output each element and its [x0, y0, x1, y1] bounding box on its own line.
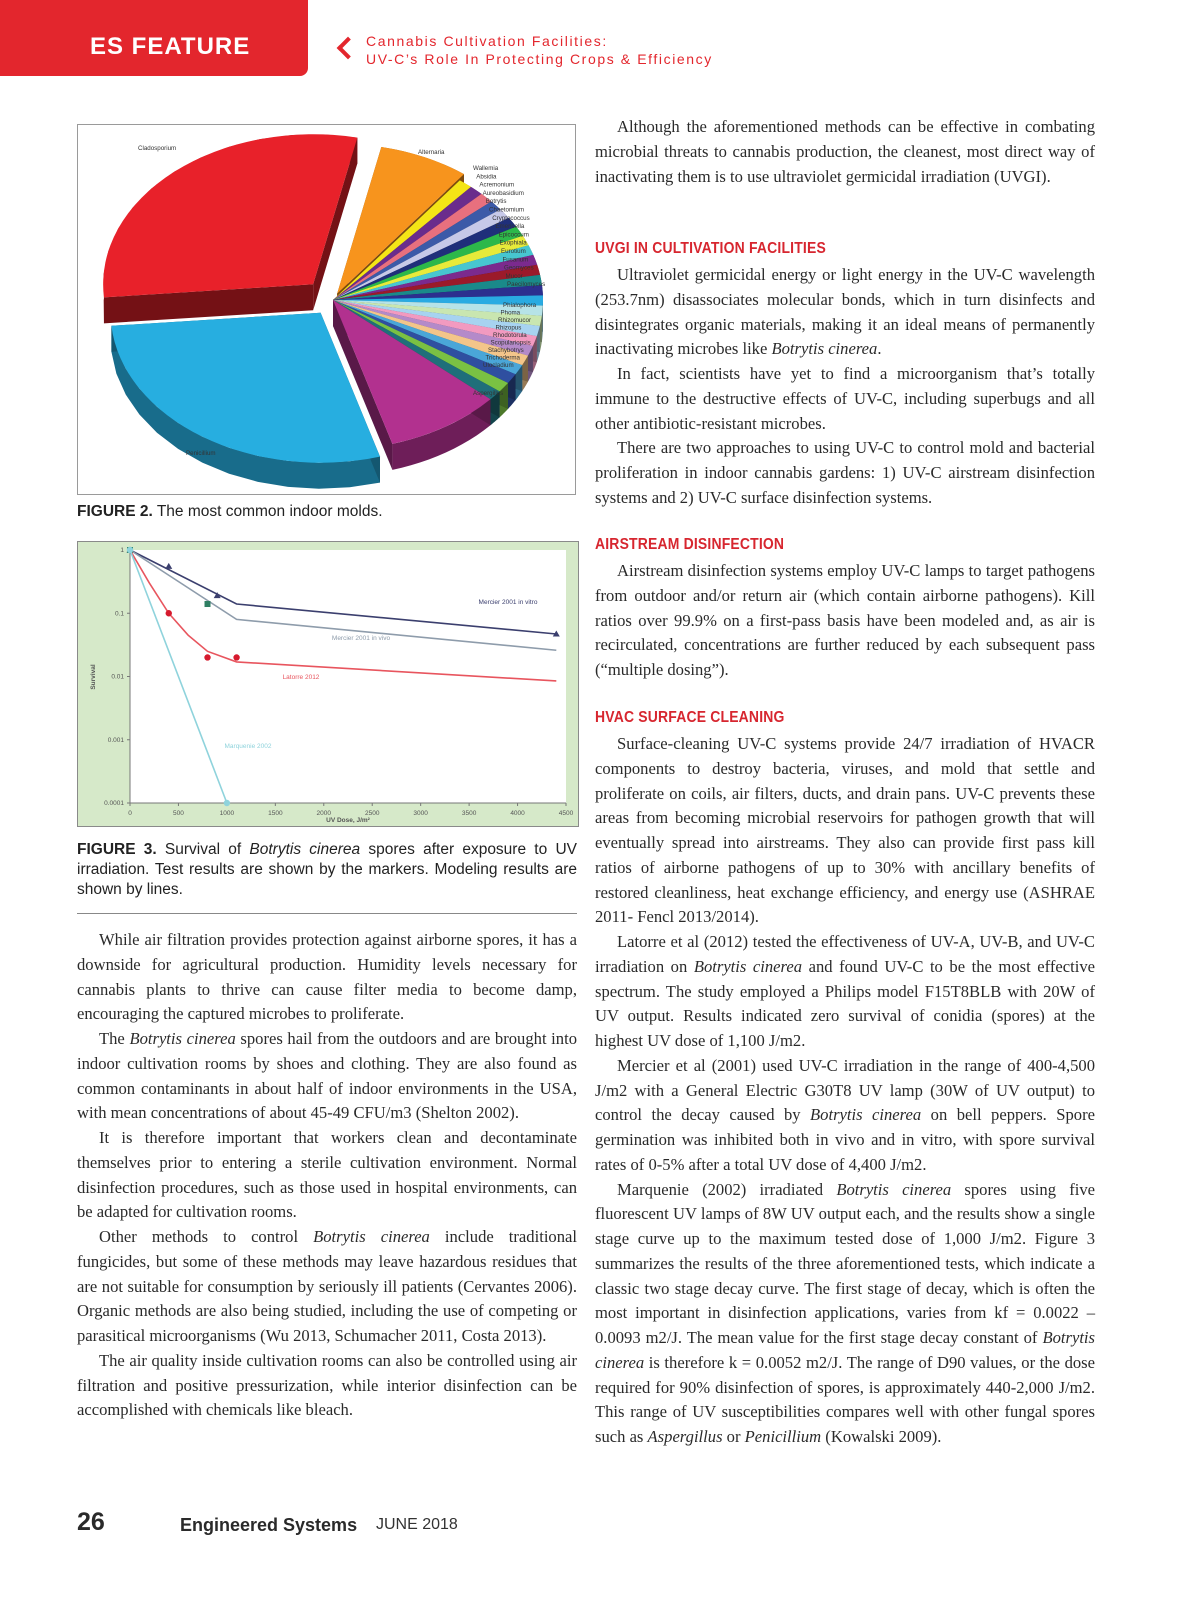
pie-label: Emericella: [495, 223, 525, 231]
italic-term: Penicillium: [744, 1427, 822, 1446]
text-run: Latorre et al (2012) tested the effectiveness of UV-A, UV-B, and UV-C irradiation on: [595, 932, 1095, 976]
text-run: include traditional fungicides, but some of these methods may leave hazardous residues that are not suitable for consumption by seriously ill patients (Cervantes 2006). Organic methods are also being studied, including the use of competing or parasitical microorganisms (Wu 2013, Schumacher 2011, Costa 2013).: [77, 1227, 577, 1345]
paragraph: [595, 263, 1095, 362]
text-run: It is therefore important that workers clean and decontaminate themselves prior to entering a sterile cultivation environment. Normal disinfection procedures, such as those used in hospital environments, can be adapted for cultivation rooms.: [77, 1128, 577, 1222]
x-tick-label: 1000: [219, 810, 235, 817]
data-marker: [224, 800, 230, 806]
issue-date: JUNE 2018: [376, 1516, 458, 1533]
paragraph: [595, 436, 1095, 510]
pie-label: Rhodotorula: [493, 332, 527, 339]
pie-label: Stachybotrys: [488, 347, 524, 354]
series-label: Latorre 2012: [282, 674, 320, 681]
pie-label: Acremonium: [479, 181, 515, 189]
text-run: The air quality inside cultivation rooms can also be controlled using air filtration and positive pressurization, while interior disinfection can be accomplished with chemicals like bleach.: [77, 1350, 577, 1420]
text-run: Ultraviolet germicidal energy or light energy in the UV-C wavelength (253.7nm) disassociates molecular bonds, which in turn disinfects and disintegrates organic materials, making it an ideal means of permanently inactivating microbes like: [595, 265, 1095, 359]
text-run: The: [99, 1029, 130, 1048]
italic-term: Botrytis cinerea: [313, 1227, 430, 1246]
hvac-body: [595, 732, 1095, 1450]
italic-term: Botrytis cinerea: [693, 956, 803, 976]
pie-label: Wallemia: [473, 165, 499, 172]
section-tab: [0, 0, 308, 76]
italic-term: Botrytis cinerea: [836, 1179, 952, 1199]
text-run: spores using five fluorescent UV lamps of 8W UV output each, and the results show a single stage curve up to the maximum tested dose of 1,000 J/m2. Figure 3 summarizes the results of the three aforementioned tests, which indicate a classic two stage decay curve. The first stage of decay, which is often the most important in disinfection applications, varies from kf = 0.0022 – 0.0093 m2/J. The mean value for the first stage decay constant of: [595, 1179, 1095, 1347]
pie-label: Aspergillus: [473, 390, 504, 397]
italic-term: Botrytis cinerea: [771, 339, 878, 359]
text-run: Mercier et al (2001) used UV-C irradiation in the range of 400-4,500 J/m2 with a General Electric G30T8 UV lamp (30W of UV output) to control the decay caused by: [595, 1055, 1095, 1125]
y-tick-label: 0.1: [114, 610, 124, 618]
text-run: While air filtration provides protection against airborne spores, it has a downside for agricultural production. Humidity levels necessary for cannabis plants to thrive can cause filter media to become damp, encouraging the captured microbes to proliferate.: [77, 930, 577, 1024]
plot-area: [130, 550, 566, 803]
pie-label: Rhizopus: [495, 324, 522, 332]
data-marker: [205, 601, 211, 607]
y-tick-label: 1: [120, 547, 124, 554]
italic-term: Botrytis cinerea: [595, 1328, 1095, 1372]
pie-label: Exophiala: [499, 239, 527, 247]
paragraph: [595, 559, 1095, 683]
pie-label: Phialophora: [503, 302, 537, 309]
pie-label: Cladosporium: [138, 145, 177, 152]
series-label: Mercier 2001 in vivo: [331, 635, 391, 642]
divider: [77, 913, 577, 914]
data-marker: [204, 654, 210, 660]
caption-text: spores after exposure to UV irradiation. Test results are shown by the markers. Modeling results are shown by lines.: [77, 841, 577, 898]
series-label: Marquenie 2002: [224, 743, 272, 750]
pie-label: Paecilomyces: [507, 281, 546, 289]
data-marker: [233, 654, 239, 660]
paragraph: [77, 1225, 577, 1349]
italic-term: Botrytis cinerea: [129, 1029, 236, 1048]
figure-3-caption: [77, 840, 577, 900]
line-chart-svg: [78, 542, 578, 826]
text-run: Airstream disinfection systems employ UV-C lamps to target pathogens from outdoor and/or return air (which contain airborne pathogens). Kill ratios over 99.9% on a first-pass basis have been modeled and, as air is recirculated, concentrations are further reduced by each subsequent pass (“multiple dosing”).: [595, 561, 1095, 679]
pie-label: Trichoderma: [485, 354, 520, 362]
section-label: ES FEATURE: [90, 33, 251, 60]
x-tick-label: 4500: [558, 810, 574, 817]
data-marker: [127, 547, 133, 553]
x-tick-label: 2000: [316, 810, 332, 817]
italic-term: Botrytis cinerea: [810, 1105, 922, 1125]
caption-italic: Botrytis cinerea: [249, 841, 361, 858]
pie-label: Ulocladium: [483, 362, 514, 369]
figure-label: FIGURE 3.: [77, 841, 157, 858]
pie-label: Phoma: [500, 309, 521, 317]
paragraph: [595, 1178, 1095, 1450]
y-axis-label: Survival: [90, 664, 97, 690]
paragraph: [595, 362, 1095, 436]
text-run: or: [722, 1427, 745, 1446]
y-tick-label: 0.0001: [104, 800, 124, 807]
pie-label: Cryptococcus: [492, 214, 530, 222]
heading-hvac: HVAC SURFACE CLEANING: [595, 709, 785, 726]
pie-label: Epicoccum: [498, 231, 529, 239]
paragraph: [77, 1027, 577, 1126]
text-run: .: [877, 339, 882, 359]
text-run: Surface-cleaning UV-C systems provide 24/7 irradiation of HVACR components to destroy bacteria, viruses, and mold that settle and proliferate on coils, air filters, ducts, and drain pans. UV-C prevents these areas from becoming microbial reservoirs for pathogen growth that will eventually spread into airstreams. They also can provide first pass kill ratios of airborne pathogens of up to 30% with ancillary benefits of restored cleanliness, heat exchange efficiency, and energy use (ASHRAE 2011- Fencl 2013/2014).: [595, 734, 1095, 927]
x-tick-label: 3500: [461, 810, 477, 817]
x-tick-label: 1500: [268, 810, 283, 817]
text-run: spores hail from the outdoors and are brought into indoor cultivation rooms by shoes and clothing. They are also found as common contaminants in about half of indoor environments in the USA, with mean concentrations of about 45-49 CFU/m3 (Shelton 2002).: [77, 1029, 577, 1123]
y-tick-label: 0.001: [107, 736, 124, 744]
chevron-left-icon[interactable]: [337, 37, 360, 60]
text-run: In fact, scientists have yet to find a microorganism that’s totally immune to the destructive effects of UV-C, including superbugs and all other antibiotic-resistant microbes.: [595, 364, 1095, 433]
x-tick-label: 2500: [364, 810, 380, 817]
pie-chart-svg: [78, 125, 575, 494]
pie-label: Rhizomucor: [498, 317, 532, 324]
text-run: is therefore k = 0.0052 m2/J. The range of D90 values, or the dose required for 90% disinfection of spores, is approximately 440-2,000 J/m2. This range of UV susceptibilities compares well with other fungal spores such as: [595, 1352, 1095, 1446]
x-axis-label: UV Dose, J/m²: [326, 817, 370, 824]
pie-label: Absidia: [476, 173, 497, 181]
article-breadcrumb[interactable]: [366, 32, 713, 68]
figure-2-pie-chart: [77, 124, 576, 495]
text-run: Marquenie (2002) irradiated: [617, 1179, 837, 1199]
pie-label: Aureobasidium: [482, 189, 524, 197]
magazine-name: Engineered Systems: [180, 1515, 358, 1535]
paragraph: [77, 928, 577, 1027]
pie-label: Alternaria: [418, 149, 445, 156]
x-tick-label: 500: [173, 810, 184, 817]
figure-label: FIGURE 2.: [77, 503, 153, 520]
paragraph: [595, 732, 1095, 930]
text-run: Other methods to control: [99, 1227, 314, 1246]
left-column-body: [77, 928, 577, 1423]
figure-3-line-chart: [77, 541, 579, 827]
x-tick-label: 0: [128, 810, 132, 817]
y-tick-label: 0.01: [111, 673, 124, 681]
pie-label: Penicillium: [186, 450, 216, 457]
text-run: (Kowalski 2009).: [821, 1427, 942, 1446]
intro-body: [595, 115, 1095, 189]
heading-uvgi: UVGI IN CULTIVATION FACILITIES: [595, 240, 826, 257]
breadcrumb-line-2: UV-C’s Role In Protecting Crops & Efficiency: [366, 51, 713, 67]
pie-label: Geomyces: [504, 264, 534, 272]
text-run: Although the aforementioned methods can be effective in combating microbial threats to cannabis production, the cleanest, most direct way of inactivating them is to use ultraviolet germicidal irradiation (UVGI).: [595, 117, 1095, 186]
pie-label: Chaetomium: [489, 206, 525, 214]
pie-label: Mucor: [505, 272, 523, 280]
breadcrumb-line-1: Cannabis Cultivation Facilities:: [366, 33, 608, 49]
caption-text: Survival of: [156, 841, 250, 858]
page-number: 26: [77, 1508, 105, 1536]
pie-label: Eurotium: [501, 248, 526, 255]
x-tick-label: 3000: [413, 810, 428, 817]
paragraph: [595, 930, 1095, 1054]
paragraph: [77, 1349, 577, 1423]
heading-airstream: AIRSTREAM DISINFECTION: [595, 536, 785, 553]
text-run: There are two approaches to using UV-C to control mold and bacterial proliferation in indoor cannabis gardens: 1) UV-C airstream disinfection systems and 2) UV-C surface disinfection systems.: [595, 438, 1095, 507]
data-marker: [166, 610, 172, 616]
series-label: Mercier 2001 in vitro: [478, 599, 538, 606]
italic-term: Aspergillus: [647, 1427, 723, 1446]
caption-text: The most common indoor molds.: [152, 503, 383, 520]
figure-2-caption: [77, 502, 577, 522]
x-tick-label: 4000: [510, 810, 525, 817]
pie-label: Botrytis: [485, 198, 507, 206]
paragraph: [77, 1126, 577, 1225]
paragraph: [595, 1054, 1095, 1178]
airstream-body: [595, 559, 1095, 683]
paragraph: [595, 115, 1095, 189]
uvgi-body: [595, 263, 1095, 511]
pie-label: Fusarium: [502, 256, 529, 264]
text-run: and found UV-C to be the most effective spectrum. The study employed a Philips model F15T8BLB with 20W of UV output. Results indicated zero survival of conidia (spores) at the highest UV dose of 1,100 J/m2.: [595, 956, 1095, 1050]
text-run: on bell peppers. Spore germination was inhibited both in vivo and in vitro, with spore survival rates of 0-5% after a total UV dose of 4,400 J/m2.: [595, 1105, 1095, 1174]
pie-label: Scopulariopsis: [490, 339, 531, 347]
